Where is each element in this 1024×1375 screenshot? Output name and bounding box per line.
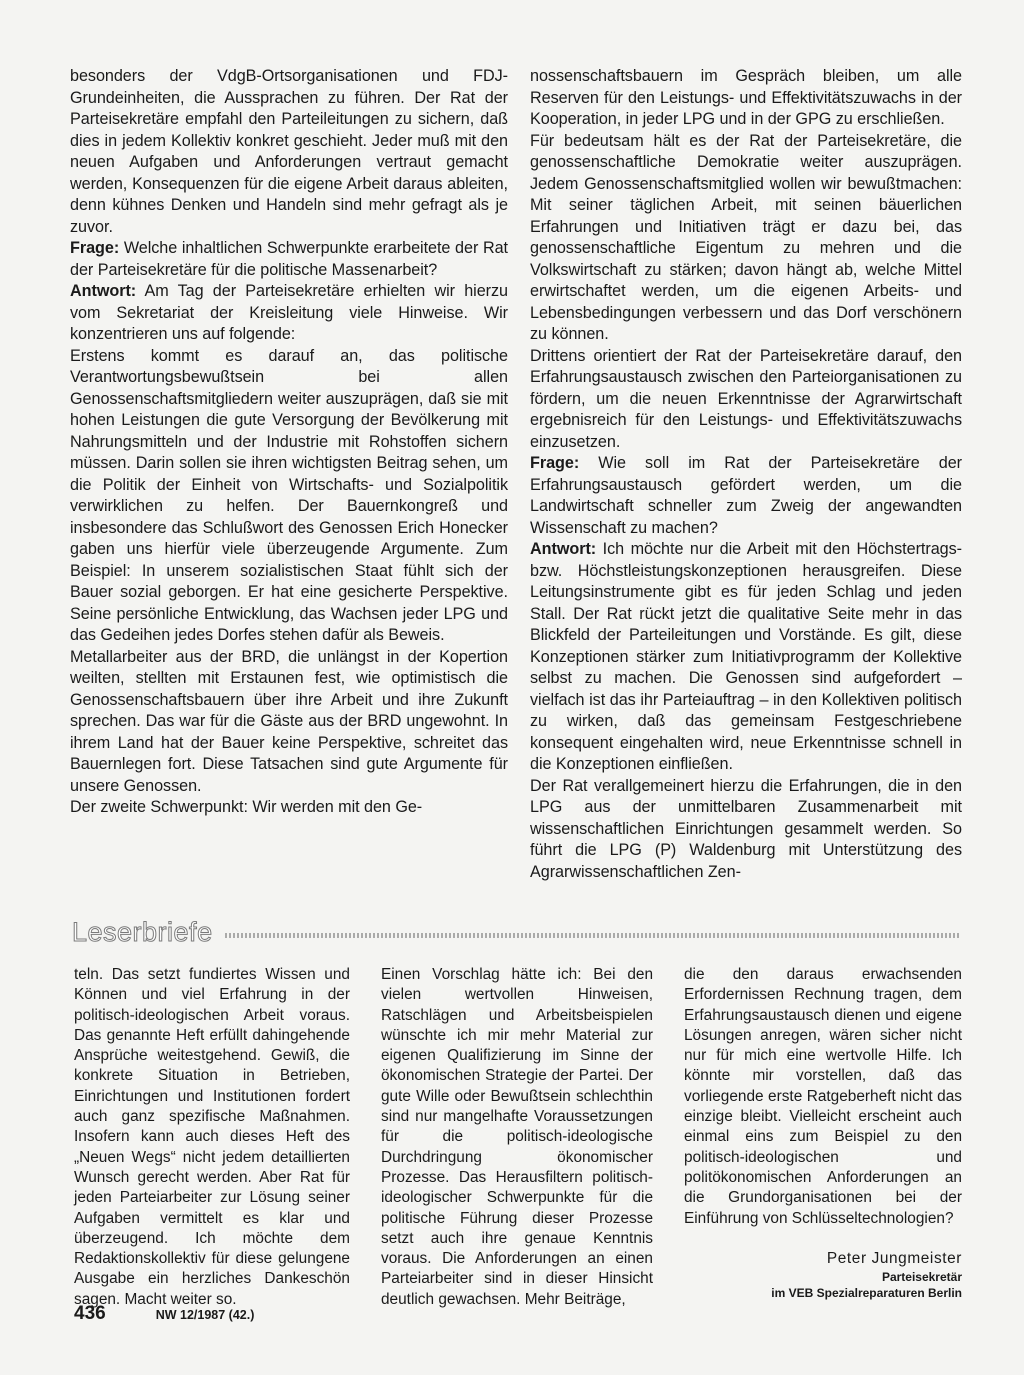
paragraph (530, 539, 962, 776)
section-header (72, 912, 960, 952)
article-body (70, 66, 960, 892)
letter-column-2 (381, 965, 653, 1310)
section-rule (225, 933, 960, 938)
paragraph: Drittens orientiert der Rat der Parteisekretäre darauf, den Erfahrungsaustausch zwischen den Parteiorganisationen zu fördern, um die neuen Erkenntnisse der Agrarwirtschaft ergebnisreich für den Leistungs- und Effektivitätszuwachs einzusetzen. (530, 346, 962, 451)
answer-text: Ich möchte nur die Arbeit mit den Höchstertrags- bzw. Höchstleistungskonzeptionen herausgreifen. Diese Leitungsinstrumente gibt es für jeden Schlag und jeden Stall. Der Rat rückt jetzt die qualitative Seite mehr in das Blickfeld der Parteileitungen und Vorstände. Es gilt, diese Konzeptionen stärker zum Initiativprogramm der Kollektive selbst zu machen. Die Genossen sind aufgefordert – vielfach ist das ihr Parteiauftrag – in den Kollektiven politisch zu wirken, daß das gemeinsam Festgeschriebene konsequent eingehalten wird, neue Erkenntnisse schnell in die Konzeptionen einfließen. (530, 540, 962, 773)
author-role: Parteisekretär (881, 1269, 962, 1284)
question-text: Welche inhaltlichen Schwerpunkte erarbeitete der Rat der Parteisekretäre für die politische Massenarbeit? (70, 239, 508, 279)
article-column-right (530, 66, 962, 892)
letter-column-1 (74, 965, 350, 1310)
paragraph (70, 238, 508, 281)
answer-text: Am Tag der Parteisekretäre erhielten wir hierzu vom Sekretariat der Kreisleitung viele Hinweise. Wir konzentrieren uns auf folgende: (70, 282, 508, 343)
question-label: Frage: (70, 239, 120, 257)
answer-label: Antwort: (530, 540, 597, 558)
paragraph (530, 453, 962, 539)
page-footer (74, 1303, 254, 1325)
author-name: Peter Jungmeister (826, 1249, 962, 1267)
article-column-left (70, 66, 508, 892)
paragraph: besonders der VdgB-Ortsorganisationen und FDJ-Grundeinheiten, die Aussprachen zu führen. Der Rat der Parteisekretäre empfahl den Parteileitungen zu sichern, daß dies in jedem Kollektiv konkret geschieht. Jeder muß mit den neuen Aufgaben und Anforderungen vertraut gemacht werden, Konsequenzen für die eigene Arbeit daraus ableiten, denn kühnes Denken und Handeln sind mehr gefragt als je zuvor. (70, 67, 508, 236)
paragraph: Metallarbeiter aus der BRD, die unlängst in der Kopertion weilten, stellten mit Erstaunen fest, wie optimistisch die Genossenschaftsbauern über ihre Arbeit und ihre Zukunft sprechen. Das war für die Gäste aus der BRD ungewohnt. In ihrem Land hat der Bauer keine Perspektive, schreitet das Bauernlegen fort. Diese Tatsachen sind gute Argumente für unsere Genossen. (70, 647, 508, 795)
page-number: 436 (74, 1303, 106, 1324)
letter-column-3 (684, 965, 962, 1310)
paragraph: Erstens kommt es darauf an, das politische Verantwortungsbewußtsein bei allen Genossenschaftsmitgliedern weiter auszuprägen, daß sie mit hohen Leistungen die gute Versorgung der Bevölkerung mit Nahrungsmitteln und der Industrie mit Rohstoffen sichern müssen. Darin sollen sie ihren wichtigsten Beitrag sehen, um die Politik der Einheit von Wirtschafts- und Sozialpolitik verwirklichen zu helfen. Der Bauernkongreß und insbesondere das Schlußwort des Genossen Erich Honecker gaben uns hierfür viele überzeugende Argumente. Zum Beispiel: In unserem sozialistischen Staat fühlt sich der Bauer sozial geborgen. Er hat eine gesicherte Perspektive. Seine persönliche Entwicklung, das Wachsen jeder LPG und das Gedeihen jedes Dorfes stehen dafür als Beweis. (70, 346, 508, 644)
section-title: Leserbriefe (72, 916, 213, 947)
answer-label: Antwort: (70, 282, 137, 300)
author-organization: im VEB Spezialreparaturen Berlin (771, 1285, 962, 1300)
paragraph: Der Rat verallgemeinert hierzu die Erfahrungen, die in den LPG aus der unmittelbaren Zusammenarbeit mit wissenschaftlichen Einrichtungen gesammelt werden. So führt die LPG (P) Waldenburg mit Unterstützung des Agrarwissenschaftlichen Zen- (530, 776, 962, 881)
paragraph: Für bedeutsam hält es der Rat der Parteisekretäre, die genossenschaftliche Demokratie weiter auszuprägen. Jedem Genossenschaftsmitglied wollen wir bewußtmachen: Mit seiner täglichen Arbeit, mit seinen bäuerlichen Erfahrungen und Initiativen trägt er dazu bei, das genossenschaftliche Eigentum zu mehren und die Volkswirtschaft zu stärken; davon hängt ab, welche Mittel erwirtschaftet werden, um die eigenen Arbeits- und Lebensbedingungen verbessern und das Dorf verschönern zu können. (530, 131, 962, 343)
question-text: Wie soll im Rat der Parteisekretäre der Erfahrungsaustausch gefördert werden, um die Landwirtschaft schneller zum Zweig der angewandten Wissenschaft zu machen? (530, 454, 962, 537)
letter-body (74, 965, 962, 1308)
question-label: Frage: (530, 454, 580, 472)
paragraph: die den daraus erwachsenden Erfordernissen Rechnung tragen, dem Erfahrungsaustausch dienen und eigene Lösungen anregen, wären sicher nicht nur für mich eine wertvolle Hilfe. Ich könnte mir vorstellen, daß das vorliegende erste Ratgeberheft nicht das einzige bleibt. Vielleicht erscheint auch einmal eins zum Beispiel zu den politisch-ideologischen und politökonomischen Anforderungen an die Grundorganisationen bei der Einführung von Schlüsseltechnologien? (684, 966, 962, 1227)
paragraph: Der zweite Schwerpunkt: Wir werden mit den Ge- (70, 798, 423, 816)
signature-block (684, 1249, 962, 1301)
paragraph: nossenschaftsbauern im Gespräch bleiben, um alle Reserven für den Leistungs- und Effektivitätszuwachs in der Kooperation, in jeder LPG und in der GPG zu erschließen. (530, 67, 962, 128)
paragraph (70, 281, 508, 346)
issue-info: NW 12/1987 (42.) (155, 1308, 255, 1322)
paragraph: Einen Vorschlag hätte ich: Bei den vielen wertvollen Hinweisen, Ratschlägen und Arbeitsbeispielen wünschte ich mir mehr Material zur eigenen Qualifizierung im Sinne der ökonomischen Strategie der Partei. Der gute Wille oder Bewußtsein schlechthin sind nur mangelhafte Voraussetzungen für die politisch-ideologische Durchdringung ökonomischer Prozesse. Das Herausfiltern politisch-ideologischer Schwerpunkte für die politische Führung dieser Prozesse setzt auch ihre genaue Kenntnis voraus. Die Anforderungen an einen Parteiarbeiter sind in dieser Hinsicht deutlich gewachsen. Mehr Beiträge, (381, 966, 653, 1308)
paragraph: teln. Das setzt fundiertes Wissen und Können und viel Erfahrung in der politisch-ideologischen Arbeit voraus. Das genannte Heft erfüllt dahingehende Ansprüche weitestgehend. Gewiß, die konkrete Situation in Betrieben, Einrichtungen und Institutionen fordert auch ganz spezifische Maßnahmen. Insofern kann auch dieses Heft des „Neuen Wegs“ nicht jedem detaillierten Wunsch gerecht werden. Aber Rat für jeden Parteiarbeiter zur Lösung seiner Aufgaben vermittelt es klar und überzeugend. Ich möchte dem Redaktionskollektiv für diese gelungene Ausgabe ein herzliches Dankeschön sagen. Macht weiter so. (74, 966, 350, 1308)
